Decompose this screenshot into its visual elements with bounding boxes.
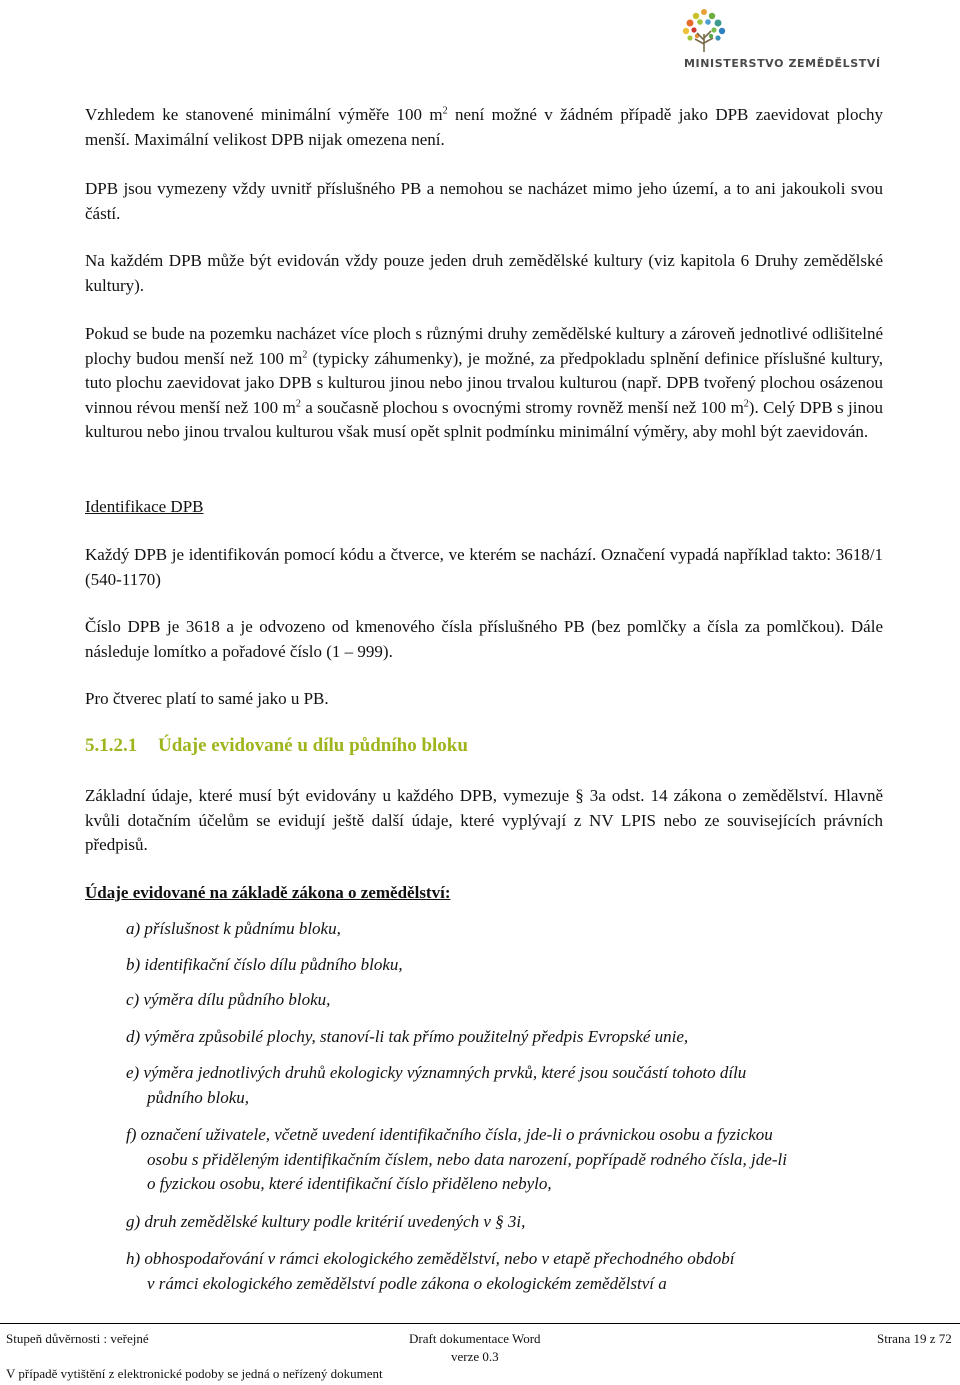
section-heading bbox=[85, 735, 468, 757]
paragraph-basic-data: Základní údaje, které musí být evidovány u každého DPB, vymezuje § 3a odst. 14 zákona o zemědělství. Hlavně kvůli dotačním účelům se evidují ještě další údaje, které vyplývají z NV LPIS nebo ze souvisejících právních předpisů. bbox=[85, 786, 883, 854]
footer-divider bbox=[0, 1323, 960, 1324]
footer-page-number: Strana 19 z 72 bbox=[877, 1331, 952, 1346]
list-item-b: b) identifikační číslo dílu půdního bloku, bbox=[126, 955, 403, 974]
list-item-d: d) výměra způsobilé plochy, stanoví-li tak přímo použitelný předpis Evropské unie, bbox=[126, 1027, 689, 1046]
paragraph-square: Pro čtverec platí to samé jako u PB. bbox=[85, 689, 329, 708]
section-title: Údaje evidované u dílu půdního bloku bbox=[158, 735, 468, 756]
paragraph-min-area: Vzhledem ke stanovené minimální výměře 100 $m^2$ není možné v žádném případě jako DPB zaevidovat plochy menší. Maximální velikost DPB nijak omezena není. bbox=[85, 105, 884, 149]
footer-version: verze 0.3 bbox=[451, 1349, 499, 1364]
tree-logo-icon bbox=[666, 6, 736, 58]
ministry-name: MINISTERSTVO ZEMĚDĚLSTVÍ bbox=[684, 57, 881, 70]
paragraph-dpb-number: Číslo DPB je 3618 a je odvozeno od kmenového čísla příslušného PB (bez pomlčky a čísla za pomlčkou). Dále následuje lomítko a pořadové číslo (1 – 999). bbox=[85, 617, 883, 661]
list-item-f: f) označení uživatele, včetně uvedení identifikačního čísla, jde-li o právnickou osobu a fyzickou osobu s přiděleným identifikačním číslem, nebo data narození, popřípadě rodného čísla, jde-li o fyzickou osobu, které identifikační číslo přiděleno nebylo, bbox=[126, 1125, 787, 1193]
heading-udaje: Údaje evidované na základě zákona o zemědělství: bbox=[85, 883, 451, 902]
footer-note: V případě vytištění z elektronické podoby se jedná o neřízený dokument bbox=[6, 1366, 383, 1381]
footer-confidentiality: Stupeň důvěrnosti : veřejné bbox=[6, 1331, 149, 1346]
list-item-h: h) obhospodařování v rámci ekologického zemědělství, nebo v etapě přechodného období v rámci ekologického zemědělství podle zákona o ekologickém zemědělství a bbox=[126, 1249, 735, 1293]
ministry-logo bbox=[666, 6, 881, 78]
list-item-c: c) výměra dílu půdního bloku, bbox=[126, 990, 331, 1009]
section-number: 5.1.2.1 bbox=[85, 735, 138, 756]
list-item-a: a) příslušnost k půdnímu bloku, bbox=[126, 919, 341, 938]
heading-identifikace: Identifikace DPB bbox=[85, 497, 204, 516]
list-item-e: e) výměra jednotlivých druhů ekologicky významných prvků, které jsou součástí tohoto dílu půdního bloku, bbox=[126, 1063, 747, 1107]
list-item-g: g) druh zemědělské kultury podle kritérií uvedených v § 3i, bbox=[126, 1212, 526, 1231]
paragraph-dpb-within-pb: DPB jsou vymezeny vždy uvnitř příslušného PB a nemohou se nacházet mimo jeho území, a to ani jakoukoli svou částí. bbox=[85, 179, 883, 223]
paragraph-identification: Každý DPB je identifikován pomocí kódu a čtverce, ve kterém se nachází. Označení vypadá například takto: 3618/1 (540-1170) bbox=[85, 545, 883, 589]
paragraph-one-culture: Na každém DPB může být evidován vždy pouze jeden druh zemědělské kultury (viz kapitola 6 Druhy zemědělské kultury). bbox=[85, 251, 883, 295]
paragraph-multiple-plots: Pokud se bude na pozemku nacházet více ploch s různými druhy zemědělské kultury a zároveň jednotlivé odlišitelné plochy budou menší než 100 $m^2$ (typicky záhumenky), je možné, za předpokladu splnění definice příslušné kultury, tuto plochu zaevidovat jako DPB s kulturou jinou nebo jinou trvalou kulturou (např. DPB tvořený plochou osázenou vinnou révou menší než 100 $m^2$ a současně plochou s ovocnými stromy rovněž menší než 100 $m^2$). Celý DPB s jinou kulturou nebo jinou trvalou kulturou však musí opět splnit podmínku minimální výměry, aby mohl být zaevidován. bbox=[85, 324, 884, 441]
footer-doc-title: Draft dokumentace Word bbox=[409, 1331, 541, 1346]
